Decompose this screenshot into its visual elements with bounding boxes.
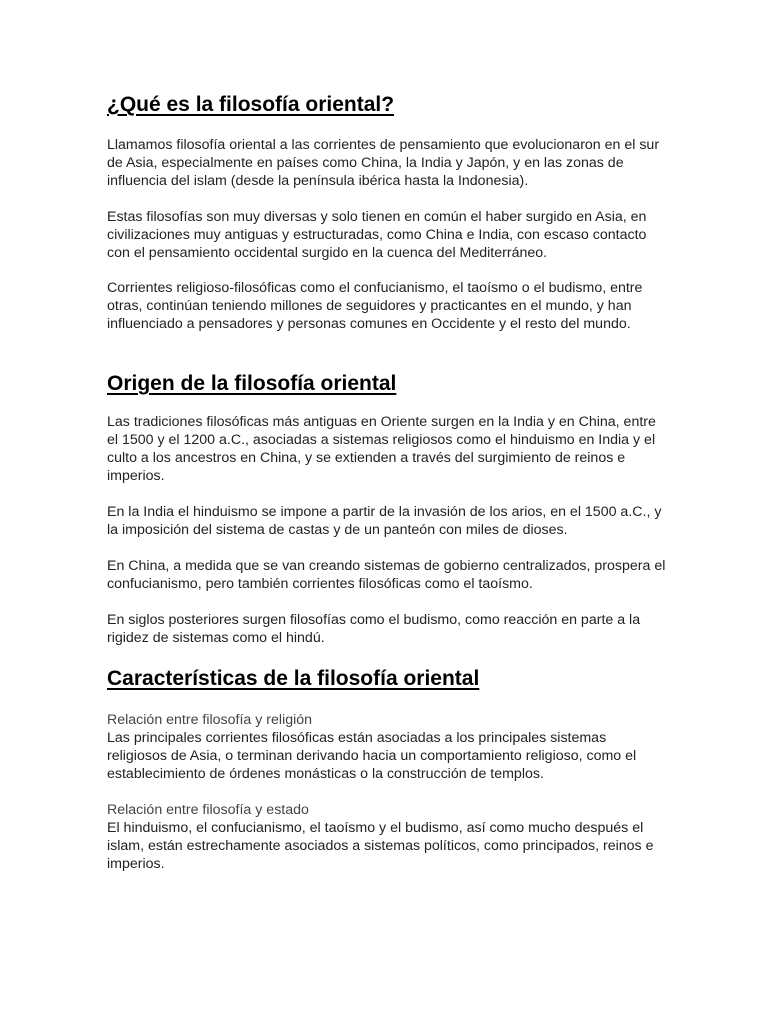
subtitle-estado: Relación entre filosofía y estado bbox=[107, 802, 309, 818]
paragraph-que-es-3: Corrientes religioso-filosóficas como el confucianismo, el taoísmo o el budismo, entre otras, continúan teniendo millones de seguidores y practicantes en el mundo, y han influenciado a pensadores y personas comunes en Occidente y el resto del mundo. bbox=[107, 280, 643, 332]
section-heading-que-es: ¿Qué es la filosofía oriental? bbox=[107, 93, 395, 116]
paragraph-origen-3: En China, a medida que se van creando sistemas de gobierno centralizados, prospera el confucianismo, pero también corrientes filosóficas como el taoísmo. bbox=[107, 558, 666, 592]
section-heading-caracteristicas: Características de la filosofía oriental bbox=[107, 667, 480, 690]
paragraph-religion: Las principales corrientes filosóficas están asociadas a los principales sistemas religiosos de Asia, o terminan derivando hacia un comportamiento religioso, como el establecimiento de órdenes monásticas o la construcción de templos. bbox=[107, 730, 637, 782]
subtitle-religion: Relación entre filosofía y religión bbox=[107, 712, 313, 728]
paragraph-que-es-1: Llamamos filosofía oriental a las corrientes de pensamiento que evolucionaron en el sur de Asia, especialmente en países como China, la India y Japón, y en las zonas de influencia del islam (desde la península ibérica hasta la Indonesia). bbox=[107, 137, 660, 189]
paragraph-origen-2: En la India el hinduismo se impone a partir de la invasión de los arios, en el 1500 a.C., y la imposición del sistema de castas y de un panteón con miles de dioses. bbox=[107, 504, 662, 538]
paragraph-estado: El hinduismo, el confucianismo, el taoísmo y el budismo, así como mucho después el islam, están estrechamente asociados a sistemas políticos, como principados, reinos e imperios. bbox=[107, 820, 654, 872]
paragraph-que-es-2: Estas filosofías son muy diversas y solo tienen en común el haber surgido en Asia, en civilizaciones muy antiguas y estructuradas, como China e India, con escaso contacto con el pensamiento occidental surgido en la cuenca del Mediterráneo. bbox=[107, 209, 647, 261]
paragraph-origen-1: Las tradiciones filosóficas más antiguas en Oriente surgen en la India y en China, entre el 1500 y el 1200 a.C., asociadas a sistemas religiosos como el hinduismo en India y el culto a los ancestros en China, y se extienden a través del surgimiento de reinos e imperios. bbox=[107, 414, 656, 484]
section-heading-origen: Origen de la filosofía oriental bbox=[107, 372, 397, 395]
paragraph-origen-4: En siglos posteriores surgen filosofías como el budismo, como reacción en parte a la rigidez de sistemas como el hindú. bbox=[107, 612, 641, 646]
